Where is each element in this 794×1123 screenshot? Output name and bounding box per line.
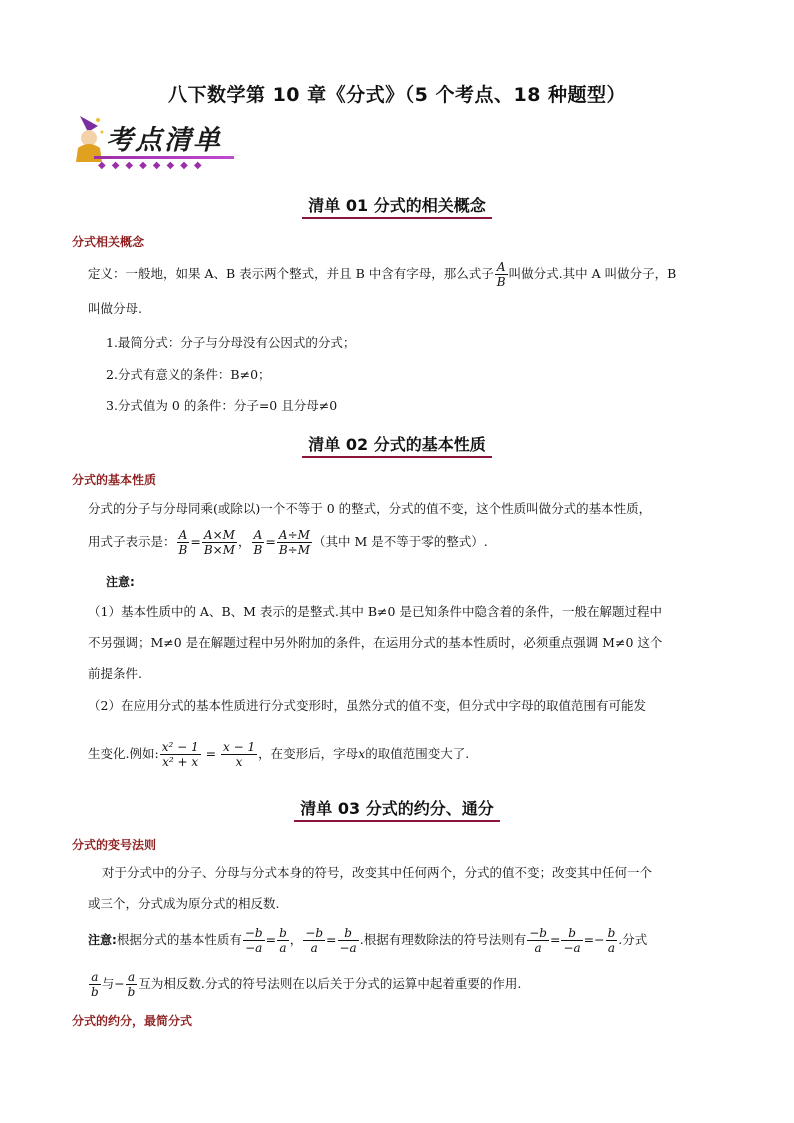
- list-item: 1.最简分式：分子与分母没有公因式的分式；: [106, 335, 356, 350]
- banner-dots: ◆◆◆◆◆◆◆◆: [98, 160, 208, 171]
- section-title-1: 清单 01 分式的相关概念: [0, 193, 794, 219]
- banner-title: 考点清单: [106, 125, 222, 156]
- subheading-basic-property: 分式的基本性质: [72, 473, 157, 487]
- paragraph: 分式的分子与分母同乘(或除以)一个不等于 0 的整式，分式的值不变，这个性质叫做分式的基本性质，: [88, 501, 652, 516]
- sign-rule-line-1: 注意:根据分式的基本性质有 $\frac{-b}{-a}$ = $\frac{b}{a}$ ， $\frac{-b}{a}$ = $\frac{b}{-a}$ .根据有理数除法的符号法则有 $\frac{-b}{a}$ = $\frac{b}{-a}$ =− $\frac{b}{a}$ .分式: [88, 926, 648, 955]
- section-title-2: 清单 02 分式的基本性质: [0, 432, 794, 458]
- paragraph: （2）在应用分式的基本性质进行分式变形时，虽然分式的值不变，但分式中字母的取值范围有可能发: [88, 698, 646, 713]
- list-item: 2.分式有意义的条件：B≠0；: [106, 367, 271, 382]
- paragraph: 不另强调；M≠0 是在解题过程中另外附加的条件，在运用分式的基本性质时，必须重点强调 M≠0 这个: [88, 635, 663, 650]
- sign-rule-line-2: $\frac{a}{b}$ 与− $\frac{a}{b}$ 互为相反数.分式的符号法则在以后关于分式的运算中起着重要的作用.: [91, 970, 522, 999]
- paragraph: 或三个，分式成为原分式的相反数.: [88, 896, 280, 911]
- subheading-sign-rule: 分式的变号法则: [72, 838, 157, 852]
- definition-line-1: 定义：一般地，如果 A、B 表示两个整式，并且 B 中含有字母，那么式子 $\frac{A}{B}$ 叫做分式.其中 A 叫做分子，B: [88, 260, 677, 289]
- fraction-a-over-b: $\frac{A}{B}$: [496, 260, 506, 289]
- page-title: 八下数学第 10 章《分式》（5 个考点、18 种题型）: [167, 84, 627, 106]
- list-item: 3.分式值为 0 的条件：分子=0 且分母≠0: [106, 398, 338, 413]
- subheading-reduction: 分式的约分，最简分式: [72, 1014, 193, 1028]
- formula-line: 用式子表示是： $\frac{A}{B}$ = $\frac{A\times M}{B\times M}$ ， $\frac{A}{B}$ = $\frac{A\div M}{B\div M}$ （其中 M 是不等于零的整式）.: [88, 528, 488, 557]
- subheading-concepts: 分式相关概念: [72, 235, 145, 249]
- definition-line-2: 叫做分母.: [88, 301, 142, 316]
- paragraph: （1）基本性质中的 A、B、M 表示的是整式.其中 B≠0 是已知条件中隐含着的条件，一般在解题过程中: [88, 604, 662, 619]
- section-title-3: 清单 03 分式的约分、通分: [0, 796, 794, 822]
- section-banner: [72, 112, 242, 171]
- paragraph: 前提条件.: [88, 666, 142, 681]
- example-line: 生变化.例如: $\frac{\text{x² − 1}}{\text{x² + x}}$ = $\frac{x - 1}{x}$ ，在变形后，字母x的取值范围变大了.: [88, 740, 470, 769]
- banner-underline: [94, 156, 234, 159]
- paragraph: 对于分式中的分子、分母与分式本身的符号，改变其中任何两个，分式的值不变；改变其中任何一个: [102, 865, 653, 880]
- note-label: 注意:: [106, 575, 135, 589]
